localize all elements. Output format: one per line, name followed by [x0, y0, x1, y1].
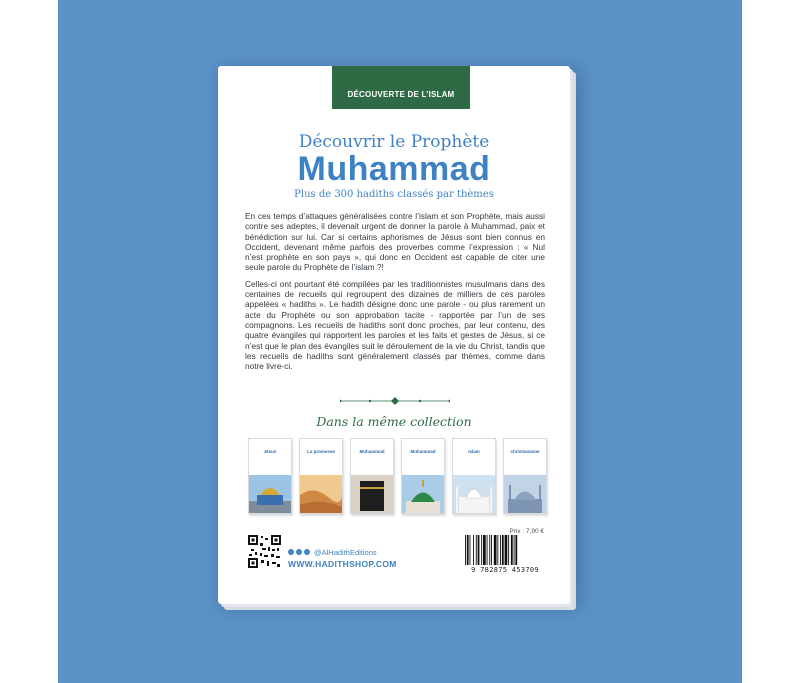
mini-book-title: Islam [468, 449, 480, 454]
book-back-cover [218, 66, 570, 604]
blurb [245, 211, 545, 377]
facebook-icon [288, 549, 294, 555]
mosque-icon [504, 475, 546, 513]
barcode-icon [464, 535, 546, 565]
kaaba-icon [351, 475, 393, 513]
ornament-divider-icon [340, 396, 450, 406]
collection-tag: DÉCOUVERTE DE L’ISLAM [332, 66, 470, 109]
mini-book-title: christianisme [510, 449, 540, 454]
title-line1: Découvrir le Prophète [298, 132, 490, 152]
title-main: Muhammad [297, 150, 491, 188]
youtube-icon [304, 549, 310, 555]
isbn-number: 9 782875 453709 [471, 566, 539, 574]
green-dome-icon [402, 475, 444, 513]
blurb-paragraph-2: Celles-ci ont pourtant été compilées par les traditionnistes musulmans dans des centaines de recueils qui regroupent des dizaines de milliers de ces paroles appelées « hadiths ». Le hadith désigne donc une parole - ou plus rarement un acte du Prophète ou son approbation tacite - rapportée par l’un de ses compagnons. Les recueils de hadiths sont donc proches, par leur contenu, des quatre évangiles qui rapportent les paroles et les faits et gestes de Jésus, si ce n’est que le plan des évangiles suit le déroulement de la vie du Christ, tandis que les recueils de hadiths sont généralement classés par thèmes, comme dans notre livre-ci. [245, 278, 545, 372]
taj-mahal-icon [453, 475, 495, 513]
social-handle: @AlHadithEditions [314, 547, 377, 557]
mini-book-promesse [299, 438, 343, 514]
website-url: WWW.HADITHSHOP.COM [288, 559, 397, 569]
blue-backdrop [58, 0, 742, 683]
dome-of-rock-icon [249, 475, 291, 513]
mini-book-title: Muhammad [359, 449, 385, 454]
mini-book-title: Jésus [263, 449, 277, 454]
blurb-paragraph-1: En ces temps d’attaques généralisées contre l’islam et son Prophète, mais aussi contre ses adeptes, il devenait urgent de donner la parole à Muhammad, paix et bénédiction sur lui. Car si certains aphorismes de Jésus sont bien connus en Occident, devenant même parfois des proverbes comme l’expression : « Nul n’est prophète en son pays », qui donc en Occident est capable de citer une seule parole du Prophète de l’islam ?! [245, 211, 545, 273]
mini-book-muhammad-1 [350, 438, 394, 514]
collection-title: Dans la même collection [316, 414, 472, 429]
title-block [218, 132, 570, 202]
mini-book-islam [452, 438, 496, 514]
qr-code-icon [248, 535, 281, 568]
mini-book-title: La promesse [307, 449, 335, 454]
instagram-icon [296, 549, 302, 555]
subtitle: Plus de 300 hadiths classés par thèmes [294, 189, 494, 200]
social-links [288, 547, 377, 557]
desert-icon [300, 475, 342, 513]
price-label: Prix : 7,90 € [509, 528, 544, 535]
mini-book-muhammad-2 [401, 438, 445, 514]
mini-book-title: Muhammad [410, 449, 436, 454]
mini-book-jesus [248, 438, 292, 514]
collection-books [248, 438, 548, 516]
mini-book-christianisme [503, 438, 547, 514]
